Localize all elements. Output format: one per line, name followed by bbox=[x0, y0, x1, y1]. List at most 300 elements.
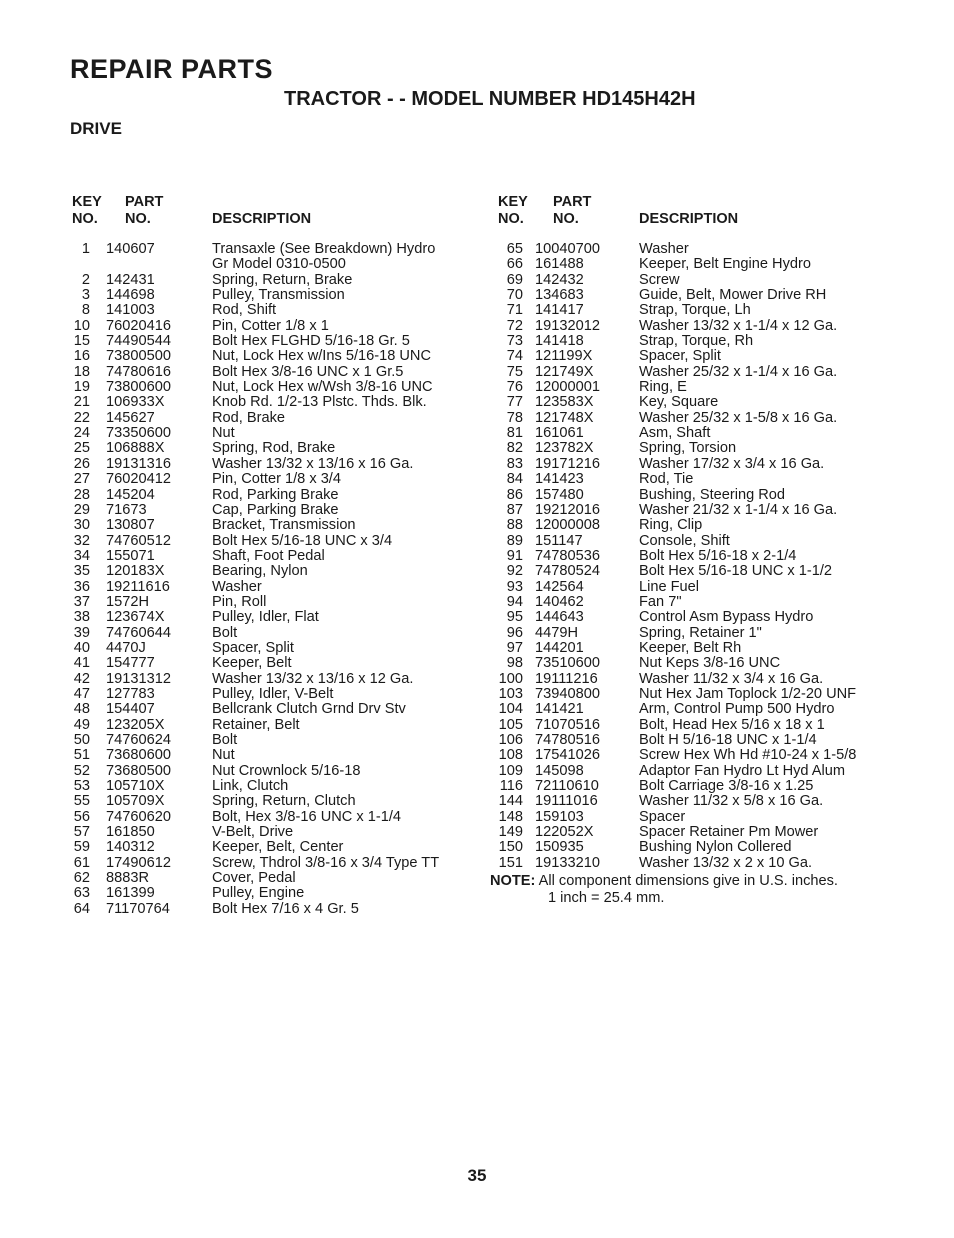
part-description bbox=[639, 856, 890, 871]
key-number: 22 bbox=[73, 409, 90, 426]
description-line: Key, Square bbox=[639, 394, 719, 411]
part-number: 123674X bbox=[106, 609, 165, 626]
description-line: Screw, Thdrol 3/8-16 x 3/4 Type TT bbox=[212, 854, 440, 871]
description-line: Washer 21/32 x 1-1/4 x 16 Ga. bbox=[639, 501, 838, 518]
key-number: 47 bbox=[73, 685, 90, 702]
parts-row bbox=[70, 518, 470, 533]
key-number: 62 bbox=[73, 870, 90, 887]
parts-row bbox=[70, 856, 470, 871]
parts-row bbox=[490, 656, 890, 671]
key-number: 53 bbox=[73, 778, 90, 795]
key-number: 30 bbox=[73, 517, 90, 534]
parts-list-right bbox=[490, 242, 890, 871]
part-description bbox=[212, 549, 470, 564]
key-number: 38 bbox=[73, 609, 90, 626]
key-number: 76 bbox=[506, 379, 523, 396]
key-number: 77 bbox=[506, 394, 523, 411]
part-description bbox=[212, 641, 470, 656]
parts-row bbox=[490, 825, 890, 840]
part-number: 4470J bbox=[106, 639, 146, 656]
description-line: Pulley, Idler, Flat bbox=[212, 609, 319, 626]
description-header: DESCRIPTION bbox=[639, 211, 739, 227]
description-line: Washer 11/32 x 5/8 x 16 Ga. bbox=[639, 793, 824, 810]
key-number: 57 bbox=[73, 824, 90, 841]
parts-row bbox=[70, 779, 470, 794]
description-line: Transaxle (See Breakdown) Hydro bbox=[212, 241, 436, 257]
part-description bbox=[639, 457, 890, 472]
part-description bbox=[212, 334, 470, 349]
part-number: 142431 bbox=[106, 271, 155, 288]
part-number: 17490612 bbox=[106, 854, 171, 871]
key-number: 65 bbox=[506, 241, 523, 257]
description-line: Arm, Control Pump 500 Hydro bbox=[639, 701, 835, 718]
description-line: Bearing, Nylon bbox=[212, 563, 308, 580]
table-header bbox=[70, 194, 470, 242]
description-line: Console, Shift bbox=[639, 532, 730, 549]
part-description bbox=[212, 380, 470, 395]
part-description bbox=[212, 395, 470, 410]
key-number: 59 bbox=[73, 839, 90, 856]
table-header bbox=[490, 194, 890, 242]
part-description bbox=[212, 303, 470, 318]
part-number: 141417 bbox=[535, 302, 584, 319]
description-line: Bushing, Steering Rod bbox=[639, 486, 786, 503]
parts-row bbox=[70, 672, 470, 687]
part-description bbox=[639, 334, 890, 349]
parts-row bbox=[490, 856, 890, 871]
key-number: 95 bbox=[506, 609, 523, 626]
key-number: 39 bbox=[73, 624, 90, 641]
part-number: 161850 bbox=[106, 824, 155, 841]
key-number: 151 bbox=[498, 854, 523, 871]
description-line: Keeper, Belt Engine Hydro bbox=[639, 256, 811, 273]
parts-row bbox=[70, 303, 470, 318]
description-header: DESCRIPTION bbox=[212, 211, 312, 227]
description-line: Nut bbox=[212, 747, 235, 764]
key-number: 52 bbox=[73, 762, 90, 779]
part-description bbox=[212, 242, 470, 273]
part-number: 12000001 bbox=[535, 379, 600, 396]
part-description bbox=[639, 441, 890, 456]
description-line: V-Belt, Drive bbox=[212, 824, 294, 841]
key-number: 3 bbox=[81, 287, 90, 304]
part-number: 123583X bbox=[535, 394, 594, 411]
part-number: 74780616 bbox=[106, 363, 171, 380]
description-line: Rod, Shift bbox=[212, 302, 277, 319]
key-number: 116 bbox=[499, 778, 523, 795]
part-description bbox=[639, 610, 890, 625]
part-description bbox=[639, 779, 890, 794]
part-description bbox=[639, 518, 890, 533]
part-description bbox=[639, 595, 890, 610]
part-number: 74760644 bbox=[106, 624, 171, 641]
key-number: 78 bbox=[506, 409, 523, 426]
part-description bbox=[639, 534, 890, 549]
part-number: 120183X bbox=[106, 563, 165, 580]
part-header: PART bbox=[553, 194, 592, 210]
key-number: 19 bbox=[73, 379, 90, 396]
part-description bbox=[212, 518, 470, 533]
key-number: 148 bbox=[498, 808, 523, 825]
part-number: 121749X bbox=[535, 363, 594, 380]
parts-row bbox=[490, 334, 890, 349]
part-description bbox=[639, 564, 890, 579]
part-description bbox=[212, 273, 470, 288]
key-header: KEY bbox=[498, 194, 528, 210]
part-description bbox=[639, 641, 890, 656]
part-number: 19133210 bbox=[535, 854, 600, 871]
key-number: 1 bbox=[81, 241, 90, 257]
parts-row bbox=[70, 242, 470, 273]
parts-row bbox=[490, 349, 890, 364]
part-number: 74780524 bbox=[535, 563, 600, 580]
parts-row bbox=[70, 748, 470, 763]
part-description bbox=[212, 580, 470, 595]
part-number: 74760512 bbox=[106, 532, 171, 549]
part-no-header: NO. bbox=[553, 211, 579, 227]
key-number: 84 bbox=[506, 471, 523, 488]
parts-row bbox=[490, 242, 890, 257]
description-line: Retainer, Belt bbox=[212, 716, 300, 733]
description-line: Bolt bbox=[212, 732, 238, 748]
note-label: NOTE: bbox=[490, 873, 536, 890]
part-number: 12000008 bbox=[535, 517, 600, 534]
parts-row bbox=[490, 748, 890, 763]
part-description bbox=[639, 273, 890, 288]
part-number: 134683 bbox=[535, 287, 584, 304]
description-line: Control Asm Bypass Hydro bbox=[639, 609, 814, 626]
part-number: 1572H bbox=[106, 593, 150, 610]
part-description bbox=[212, 534, 470, 549]
parts-row bbox=[70, 702, 470, 717]
parts-row bbox=[490, 257, 890, 272]
part-number: 106888X bbox=[106, 440, 165, 457]
key-number: 89 bbox=[506, 532, 523, 549]
parts-row bbox=[490, 810, 890, 825]
part-number: 19111016 bbox=[535, 793, 598, 810]
key-header: KEY bbox=[72, 194, 102, 210]
key-number: 96 bbox=[506, 624, 523, 641]
key-number: 40 bbox=[73, 639, 90, 656]
parts-row bbox=[490, 733, 890, 748]
part-number: 19211616 bbox=[106, 578, 170, 595]
part-number: 159103 bbox=[535, 808, 584, 825]
parts-row bbox=[70, 395, 470, 410]
part-description bbox=[639, 764, 890, 779]
parts-row bbox=[490, 518, 890, 533]
description-line: Adaptor Fan Hydro Lt Hyd Alum bbox=[639, 762, 846, 779]
part-description bbox=[212, 764, 470, 779]
part-number: 130807 bbox=[106, 517, 155, 534]
description-line: Bolt Hex 7/16 x 4 Gr. 5 bbox=[212, 900, 359, 917]
page-title: REPAIR PARTS bbox=[70, 54, 274, 84]
parts-row bbox=[70, 656, 470, 671]
description-line: Rod, Brake bbox=[212, 409, 286, 426]
parts-row bbox=[70, 687, 470, 702]
part-number: 105709X bbox=[106, 793, 165, 810]
part-description bbox=[639, 810, 890, 825]
part-number: 73800500 bbox=[106, 348, 171, 365]
part-description bbox=[639, 472, 890, 487]
part-description bbox=[639, 426, 890, 441]
parts-row bbox=[490, 595, 890, 610]
part-description bbox=[639, 687, 890, 702]
description-line: Spring, Torsion bbox=[639, 440, 737, 457]
parts-row bbox=[490, 426, 890, 441]
description-line: Washer 25/32 x 1-5/8 x 16 Ga. bbox=[639, 409, 838, 426]
key-number: 83 bbox=[506, 455, 523, 472]
parts-row bbox=[70, 580, 470, 595]
description-line: Bolt Hex 5/16-18 UNC x 1-1/2 bbox=[639, 563, 833, 580]
part-number: 144201 bbox=[535, 639, 584, 656]
parts-row bbox=[490, 303, 890, 318]
description-line: Spring, Retainer 1" bbox=[639, 624, 762, 641]
key-number: 64 bbox=[73, 900, 90, 917]
parts-row bbox=[490, 702, 890, 717]
part-description bbox=[212, 810, 470, 825]
part-number: 144643 bbox=[535, 609, 584, 626]
part-description bbox=[212, 886, 470, 901]
key-number: 16 bbox=[73, 348, 90, 365]
part-description bbox=[639, 733, 890, 748]
part-number: 105710X bbox=[106, 778, 165, 795]
part-description bbox=[639, 257, 890, 272]
key-number: 109 bbox=[498, 762, 523, 779]
part-description bbox=[212, 718, 470, 733]
part-description bbox=[212, 595, 470, 610]
description-line: Keeper, Belt bbox=[212, 655, 292, 672]
part-number: 73510600 bbox=[535, 655, 600, 672]
part-number: 121748X bbox=[535, 409, 594, 426]
key-number: 98 bbox=[506, 655, 523, 672]
description-line: Cover, Pedal bbox=[212, 870, 296, 887]
part-description bbox=[212, 825, 470, 840]
description-line: Ring, Clip bbox=[639, 517, 703, 534]
parts-row bbox=[70, 411, 470, 426]
part-description bbox=[639, 748, 890, 763]
parts-row bbox=[70, 288, 470, 303]
part-number: 19131316 bbox=[106, 455, 171, 472]
key-number: 50 bbox=[73, 732, 90, 748]
parts-row bbox=[70, 488, 470, 503]
section-heading: DRIVE bbox=[70, 119, 122, 138]
part-description bbox=[212, 564, 470, 579]
part-number: 145098 bbox=[535, 762, 584, 779]
part-number: 145627 bbox=[106, 409, 155, 426]
parts-row bbox=[70, 380, 470, 395]
part-description bbox=[212, 687, 470, 702]
key-number: 144 bbox=[498, 793, 523, 810]
part-description bbox=[639, 626, 890, 641]
key-number: 88 bbox=[506, 517, 523, 534]
part-description bbox=[639, 718, 890, 733]
part-number: 19131312 bbox=[106, 670, 171, 687]
description-line: Bolt, Head Hex 5/16 x 18 x 1 bbox=[639, 716, 825, 733]
description-line: Bolt Hex 5/16-18 UNC x 3/4 bbox=[212, 532, 393, 549]
parts-row bbox=[70, 764, 470, 779]
part-number: 121199X bbox=[535, 348, 593, 365]
part-description bbox=[212, 457, 470, 472]
part-number: 10040700 bbox=[535, 241, 600, 257]
key-number: 41 bbox=[73, 655, 90, 672]
description-line: Pulley, Transmission bbox=[212, 287, 345, 304]
key-number: 56 bbox=[73, 808, 90, 825]
key-number: 28 bbox=[73, 486, 90, 503]
parts-row bbox=[490, 273, 890, 288]
part-description bbox=[212, 902, 470, 917]
parts-row bbox=[490, 672, 890, 687]
part-description bbox=[212, 856, 470, 871]
part-number: 161061 bbox=[535, 425, 584, 442]
key-number: 104 bbox=[498, 701, 523, 718]
description-line: Spacer, Split bbox=[639, 348, 721, 365]
part-description bbox=[212, 794, 470, 809]
description-line: Nut Hex Jam Toplock 1/2-20 UNF bbox=[639, 685, 857, 702]
key-number: 49 bbox=[73, 716, 90, 733]
parts-row bbox=[70, 564, 470, 579]
description-line: Gr Model 0310-0500 bbox=[212, 256, 346, 273]
description-line: Bolt Carriage 3/8-16 x 1.25 bbox=[639, 778, 814, 795]
parts-row bbox=[490, 319, 890, 334]
description-line: Nut, Lock Hex w/Ins 5/16-18 UNC bbox=[212, 348, 431, 365]
parts-row bbox=[70, 273, 470, 288]
parts-row bbox=[490, 840, 890, 855]
key-number: 10 bbox=[73, 317, 90, 334]
parts-row bbox=[490, 580, 890, 595]
description-line: Shaft, Foot Pedal bbox=[212, 547, 325, 564]
part-description bbox=[212, 365, 470, 380]
description-line: Spring, Rod, Brake bbox=[212, 440, 336, 457]
part-number: 71170764 bbox=[106, 900, 170, 917]
key-number: 75 bbox=[506, 363, 523, 380]
description-line: Washer 13/32 x 13/16 x 12 Ga. bbox=[212, 670, 414, 687]
dimension-note bbox=[490, 873, 890, 907]
part-description bbox=[639, 656, 890, 671]
key-number: 34 bbox=[73, 547, 90, 564]
description-line: Strap, Torque, Lh bbox=[639, 302, 751, 319]
part-number: 142432 bbox=[535, 271, 584, 288]
description-line: Screw Hex Wh Hd #10-24 x 1-5/8 bbox=[639, 747, 857, 764]
part-description bbox=[212, 503, 470, 518]
part-number: 154777 bbox=[106, 655, 155, 672]
parts-row bbox=[70, 610, 470, 625]
parts-row bbox=[490, 779, 890, 794]
key-number: 21 bbox=[73, 394, 90, 411]
part-description bbox=[212, 733, 470, 748]
description-line: Rod, Parking Brake bbox=[212, 486, 339, 503]
key-number: 91 bbox=[506, 547, 523, 564]
parts-row bbox=[490, 718, 890, 733]
key-number: 100 bbox=[498, 670, 523, 687]
description-line: Pin, Cotter 1/8 x 3/4 bbox=[212, 471, 341, 488]
parts-row bbox=[490, 641, 890, 656]
model-subtitle: TRACTOR - - MODEL NUMBER HD145H42H bbox=[284, 88, 696, 110]
part-description bbox=[639, 303, 890, 318]
description-line: Nut, Lock Hex w/Wsh 3/8-16 UNC bbox=[212, 379, 433, 396]
parts-row bbox=[70, 718, 470, 733]
part-number: 155071 bbox=[106, 547, 155, 564]
part-number: 157480 bbox=[535, 486, 584, 503]
description-line: Spacer, Split bbox=[212, 639, 294, 656]
part-number: 141423 bbox=[535, 471, 584, 488]
parts-row bbox=[490, 411, 890, 426]
part-number: 161399 bbox=[106, 885, 155, 902]
part-description bbox=[212, 349, 470, 364]
parts-row bbox=[70, 840, 470, 855]
key-number: 8 bbox=[81, 302, 90, 319]
parts-row bbox=[70, 334, 470, 349]
parts-row bbox=[70, 641, 470, 656]
parts-row bbox=[490, 626, 890, 641]
key-number: 149 bbox=[498, 824, 523, 841]
parts-row bbox=[70, 733, 470, 748]
parts-row bbox=[70, 426, 470, 441]
part-description bbox=[639, 319, 890, 334]
part-description bbox=[212, 411, 470, 426]
part-description bbox=[212, 610, 470, 625]
part-number: 74780516 bbox=[535, 732, 600, 748]
key-number: 24 bbox=[73, 425, 90, 442]
part-number: 76020416 bbox=[106, 317, 171, 334]
key-number: 55 bbox=[73, 793, 90, 810]
description-line: Washer 13/32 x 1-1/4 x 12 Ga. bbox=[639, 317, 838, 334]
parts-row bbox=[70, 441, 470, 456]
part-number: 73800600 bbox=[106, 379, 171, 396]
part-number: 19132012 bbox=[535, 317, 600, 334]
description-line: Bolt Hex FLGHD 5/16-18 Gr. 5 bbox=[212, 333, 410, 350]
description-line: Pulley, Engine bbox=[212, 885, 305, 902]
key-number: 27 bbox=[73, 471, 90, 488]
key-no-header: NO. bbox=[498, 211, 524, 227]
parts-row bbox=[70, 319, 470, 334]
part-description bbox=[212, 748, 470, 763]
part-number: 19111216 bbox=[535, 670, 598, 687]
description-line: Rod, Tie bbox=[639, 471, 694, 488]
key-number: 82 bbox=[506, 440, 523, 457]
part-header: PART bbox=[125, 194, 164, 210]
part-number: 74760620 bbox=[106, 808, 171, 825]
parts-row bbox=[70, 503, 470, 518]
parts-row bbox=[490, 610, 890, 625]
description-line: Guide, Belt, Mower Drive RH bbox=[639, 287, 827, 304]
part-number: 140462 bbox=[535, 593, 584, 610]
part-number: 154407 bbox=[106, 701, 155, 718]
parts-row bbox=[70, 794, 470, 809]
description-line: Bolt bbox=[212, 624, 238, 641]
key-number: 29 bbox=[73, 501, 90, 518]
part-number: 161488 bbox=[535, 256, 584, 273]
parts-row bbox=[490, 472, 890, 487]
description-line: Washer bbox=[639, 241, 689, 257]
note-text: All component dimensions give in U.S. inches. bbox=[538, 873, 838, 890]
key-number: 108 bbox=[498, 747, 523, 764]
part-number: 74490544 bbox=[106, 333, 171, 350]
part-description bbox=[639, 349, 890, 364]
part-number: 8883R bbox=[106, 870, 150, 887]
key-number: 93 bbox=[506, 578, 523, 595]
key-number: 15 bbox=[73, 333, 90, 350]
description-line: Ring, E bbox=[639, 379, 687, 396]
part-number: 17541026 bbox=[535, 747, 600, 764]
description-line: Knob Rd. 1/2-13 Plstc. Thds. Blk. bbox=[212, 394, 427, 411]
part-description bbox=[639, 503, 890, 518]
description-line: Nut bbox=[212, 425, 235, 442]
description-line: Link, Clutch bbox=[212, 778, 289, 795]
part-number: 141418 bbox=[535, 333, 584, 350]
key-number: 105 bbox=[498, 716, 523, 733]
key-number: 71 bbox=[506, 302, 523, 319]
parts-row bbox=[70, 902, 470, 917]
